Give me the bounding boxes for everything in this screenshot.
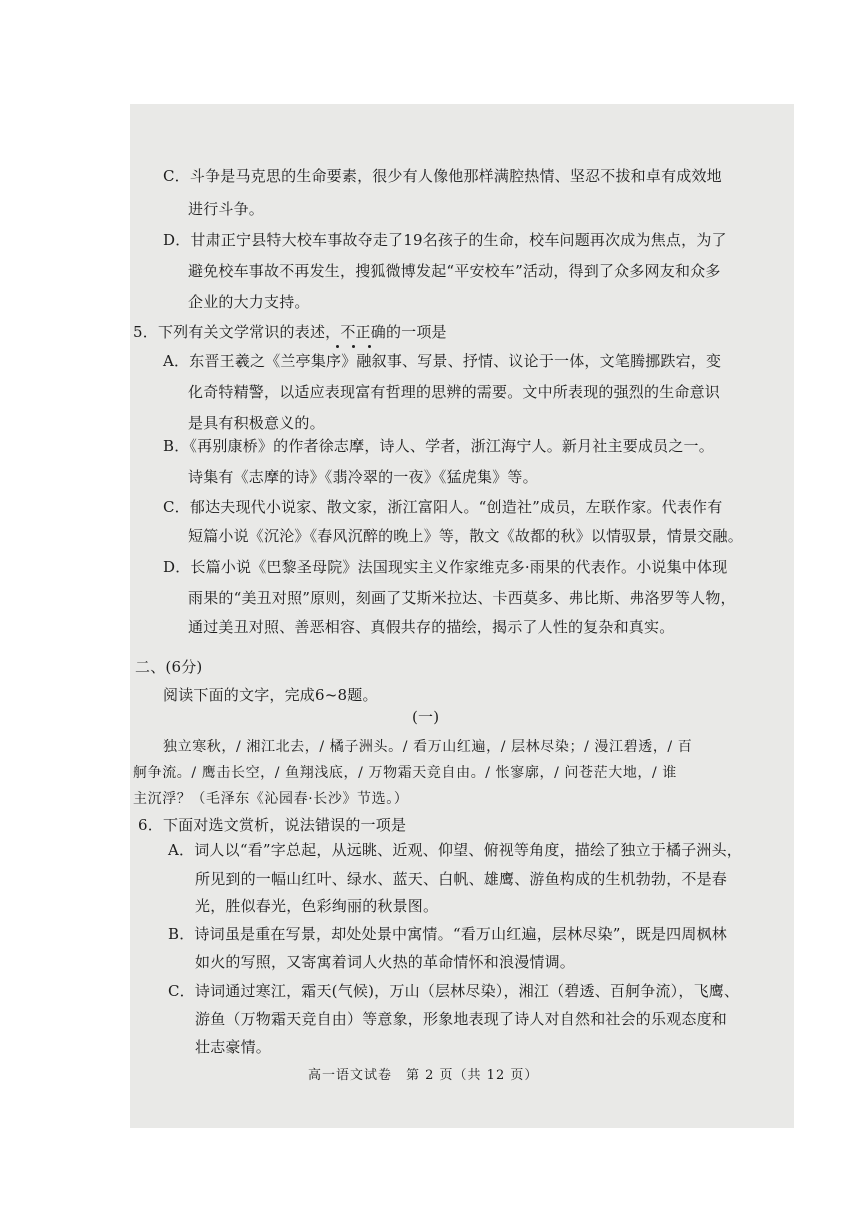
q4-option-c-line2: 进行斗争。 [188,200,265,218]
q6-stem: 6．下面对选文赏析，说法错误的一项是 [138,816,407,834]
q6-option-b-line1: B．诗词虽是重在写景，却处处景中寓情。“看万山红遍，层林尽染”，既是四周枫林 [168,925,727,943]
q6-option-c-line2: 游鱼（万物霜天竞自由）等意象，形象地表现了诗人对自然和社会的乐观态度和 [195,1010,728,1028]
q4-option-d-line1: D．甘肃正宁县特大校车事故夺走了19名孩子的生命，校车问题再次成为焦点，为了 [163,231,727,249]
q5-option-d-line1: D．长篇小说《巴黎圣母院》法国现实主义作家维克多·雨果的代表作。小说集中体现 [163,558,728,576]
emphasis-dot [368,345,371,348]
q6-option-c-line1: C．诗词通过寒江，霜天(气候)，万山（层林尽染），湘江（碧透、百舸争流），飞鹰、 [168,982,740,1000]
emphasis-dot [336,345,339,348]
q4-option-d-line3: 企业的大力支持。 [188,293,310,311]
q5-option-a-line3: 是具有积极意义的。 [188,414,325,432]
q5-option-b-line1: B．《再别康桥》的作者徐志摩，诗人、学者，浙江海宁人。新月社主要成员之一。 [163,437,714,455]
emphasis-dot [352,345,355,348]
q5-option-a-line1: A．东晋王羲之《兰亭集序》融叙事、写景、抒情、议论于一体，文笔腾挪跌宕，变 [163,352,722,370]
q6-option-a-line1: A．词人以“看”字总起，从远眺、近观、仰望、俯视等角度，描绘了独立于橘子洲头， [168,841,742,859]
exam-page [130,104,794,1128]
q5-option-c-line2: 短篇小说《沉沦》《春风沉醉的晚上》等，散文《故都的秋》以情驭景，情景交融。 [188,527,743,545]
q6-option-a-line2: 所见到的一幅山红叶、绿水、蓝天、白帆、雄鹰、游鱼构成的生机勃勃，不是春 [195,870,728,888]
passage-number: (一) [412,708,440,726]
q6-option-c-line3: 壮志豪情。 [195,1038,272,1056]
q5-option-d-line3: 通过美丑对照、善恶相容、真假共存的描绘，揭示了人性的复杂和真实。 [188,618,675,636]
page-footer: 高一语文试卷 第 2 页（共 12 页） [308,1068,539,1083]
q6-option-b-line2: 如火的写照，又寄寓着词人火热的革命情怀和浪漫情调。 [195,953,576,971]
q5-option-c-line1: C．郁达夫现代小说家、散文家，浙江富阳人。“创造社”成员，左联作家。代表作有 [163,498,723,516]
section-instruction: 阅读下面的文字，完成6~8题。 [163,686,378,704]
q6-option-a-line3: 光，胜似春光，色彩绚丽的秋景图。 [195,897,439,915]
section-heading: 二、(6分) [135,658,203,676]
poem-line3: 主沉浮？（毛泽东《沁园春·长沙》节选。） [133,791,409,807]
q5-option-b-line2: 诗集有《志摩的诗》《翡冷翠的一夜》《猛虎集》等。 [188,468,538,486]
q4-option-d-line2: 避免校车事故不再发生，搜狐微博发起“平安校车”活动，得到了众多网友和众多 [188,262,721,280]
poem-line2: 舸争流。/ 鹰击长空，/ 鱼翔浅底，/ 万物霜天竞自由。/ 怅寥廓，/ 问苍茫大地，/ 谁 [133,765,677,781]
q4-option-c-line1: C．斗争是马克思的生命要素，很少有人像他那样满腔热情、坚忍不拔和卓有成效地 [163,167,722,185]
q5-stem: 5．下列有关文学常识的表述，不正确的一项是 [133,323,447,341]
q5-option-d-line2: 雨果的“美丑对照”原则，刻画了艾斯米拉达、卡西莫多、弗比斯、弗洛罗等人物， [188,589,736,607]
poem-line1: 独立寒秋，/ 湘江北去，/ 橘子洲头。/ 看万山红遍，/ 层林尽染；/ 漫江碧透，/ 百 [163,739,693,755]
q5-option-a-line2: 化奇特精警，以适应表现富有哲理的思辨的需要。文中所表现的强烈的生命意识 [188,383,721,401]
